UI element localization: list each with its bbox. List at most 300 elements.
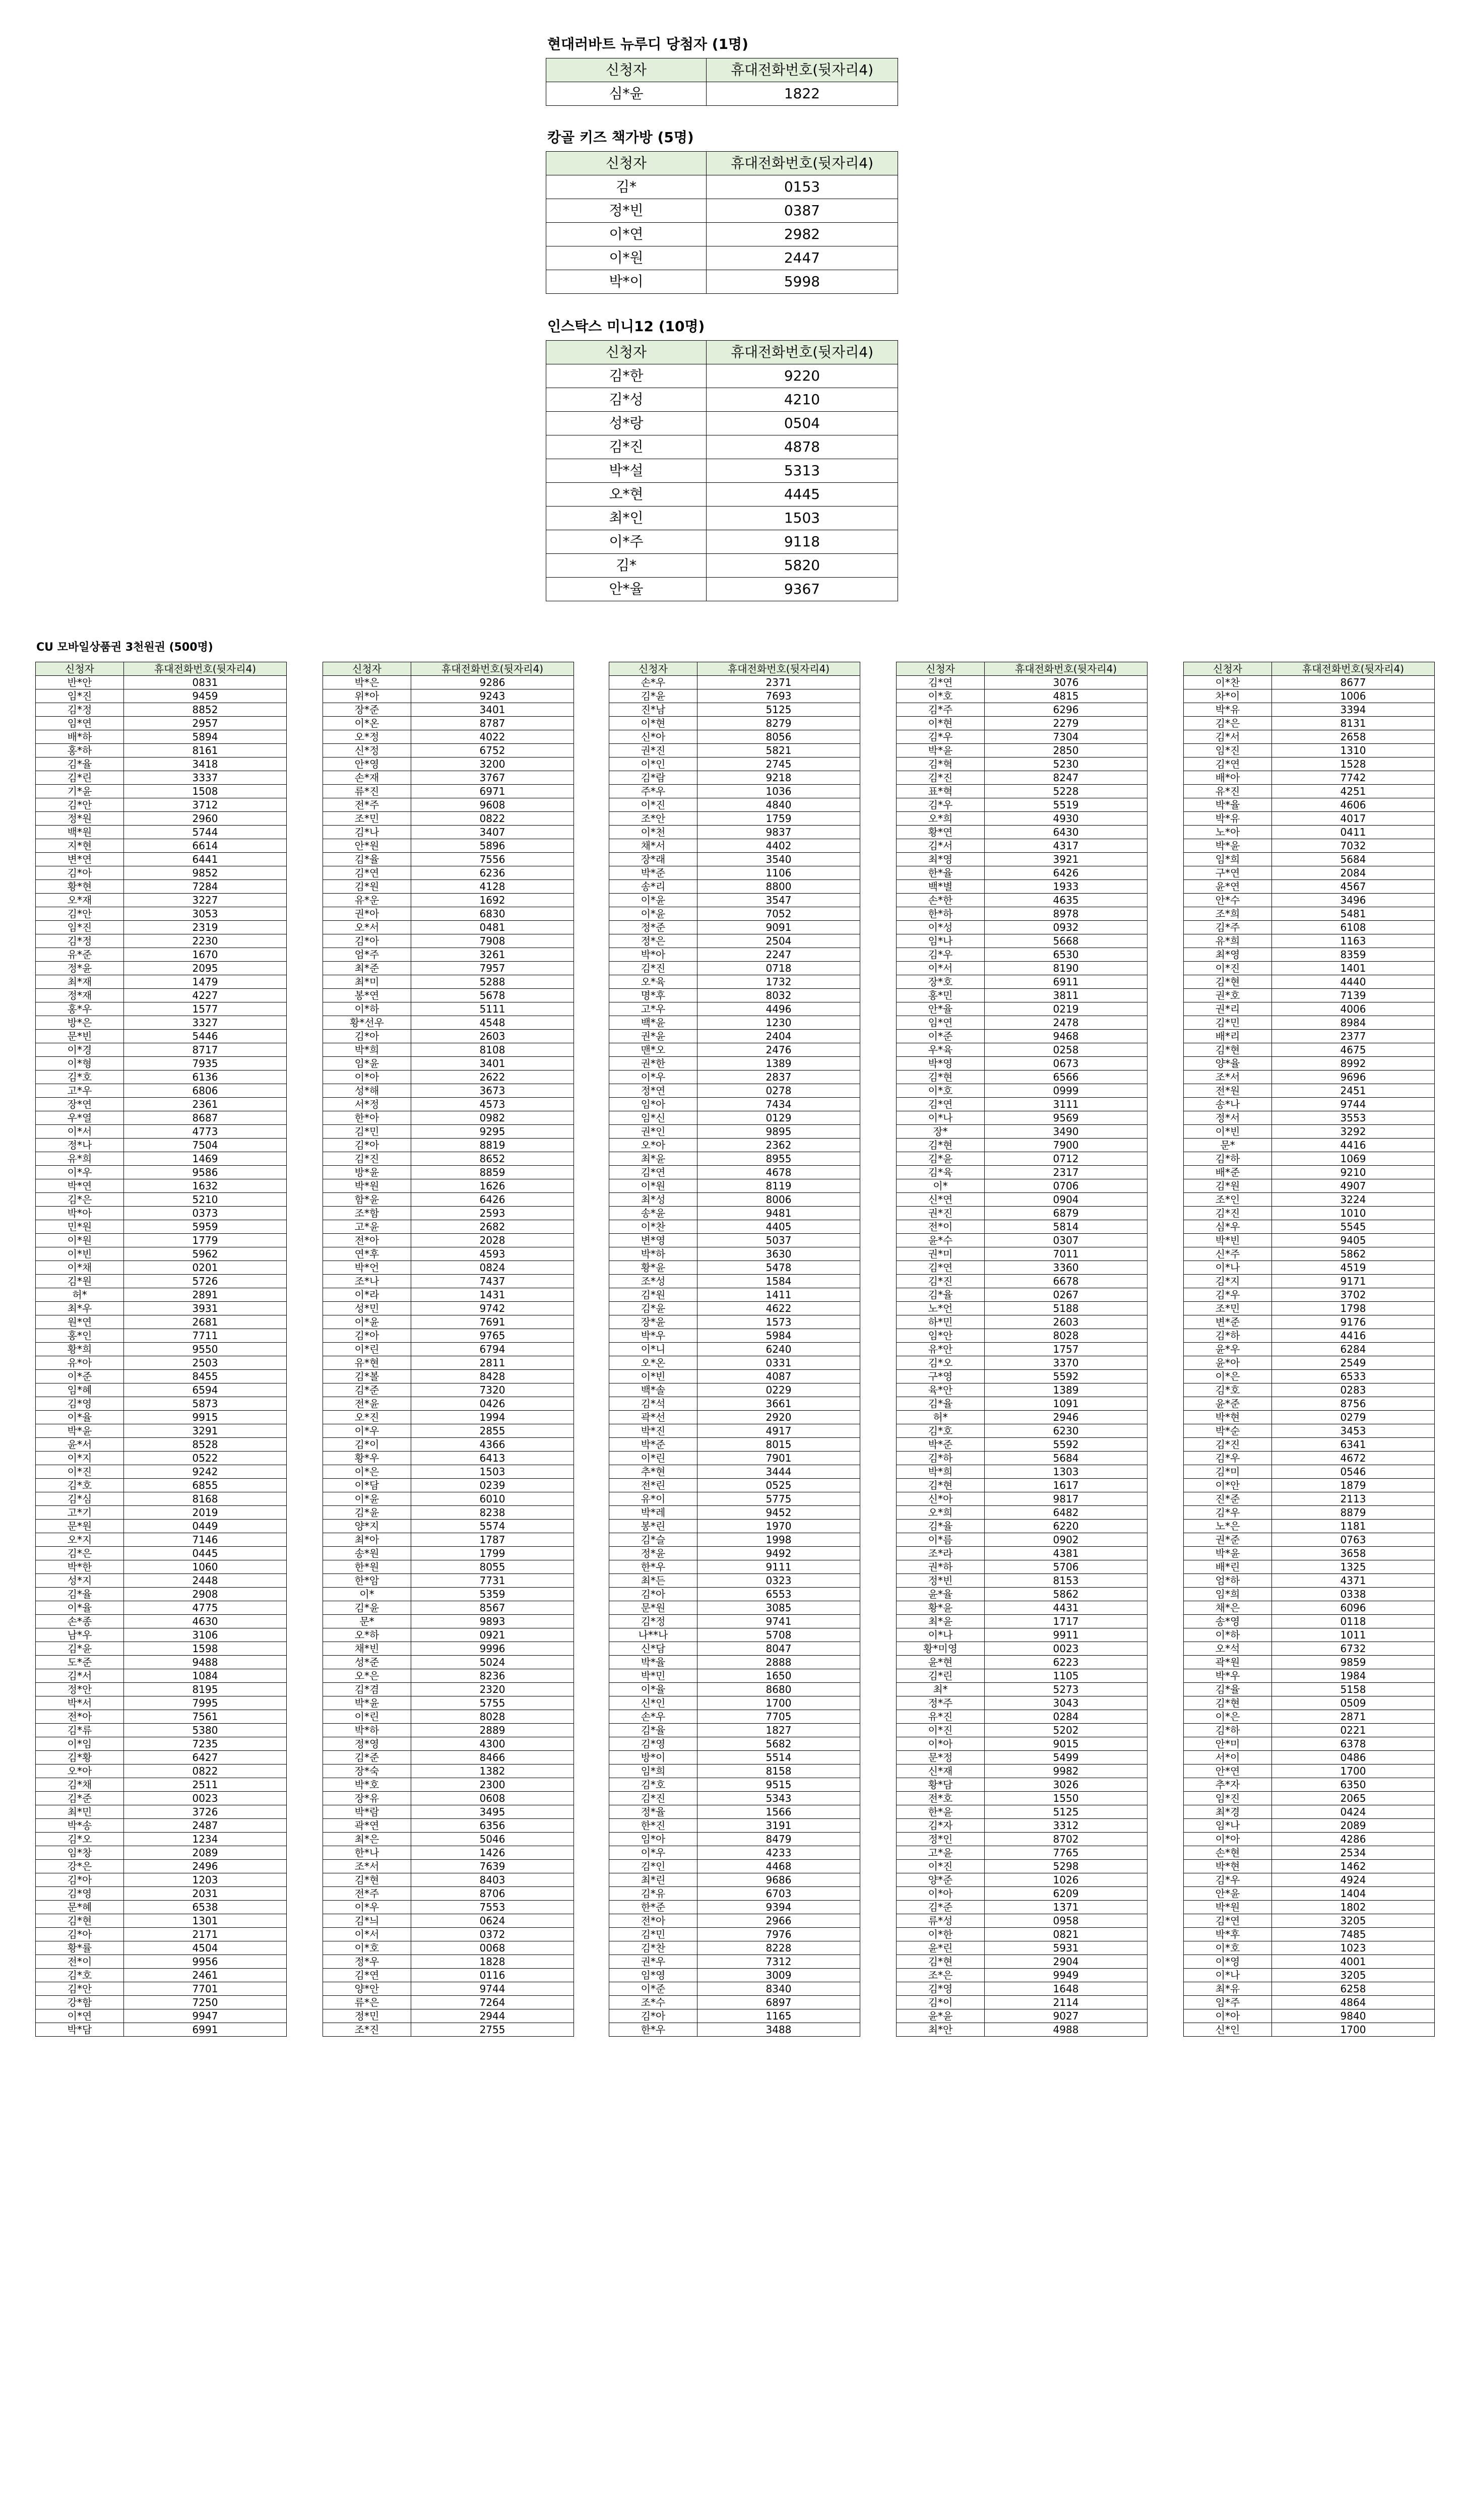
phone-last4: 3111	[985, 1098, 1148, 1111]
phone-last4: 1994	[411, 1411, 574, 1424]
phone-last4: 0712	[985, 1152, 1148, 1166]
phone-last4: 5046	[411, 1833, 574, 1846]
col-header-phone: 휴대전화번호(뒷자리4)	[707, 152, 898, 175]
applicant-name: 봉*린	[609, 1520, 697, 1533]
applicant-name: 김*준	[323, 1383, 411, 1397]
phone-last4: 8466	[411, 1751, 574, 1765]
applicant-name: 한*우	[609, 1560, 697, 1574]
applicant-name: 정*율	[609, 1805, 697, 1819]
table-row	[546, 459, 898, 483]
phone-last4: 7032	[1272, 839, 1435, 853]
phone-last4: 2504	[697, 934, 860, 948]
phone-last4: 3673	[411, 1084, 574, 1098]
table-row	[323, 1166, 574, 1179]
table-row	[36, 1873, 287, 1887]
table-row	[36, 1329, 287, 1343]
applicant-name: 문*정	[897, 1751, 985, 1765]
table-row	[609, 1084, 860, 1098]
table-row	[36, 1846, 287, 1860]
phone-last4: 5592	[985, 1370, 1148, 1383]
phone-last4: 1802	[1272, 1901, 1435, 1914]
phone-last4: 6897	[697, 1996, 860, 2009]
table-row	[609, 1438, 860, 1452]
phone-last4: 3191	[697, 1819, 860, 1833]
phone-last4: 5545	[1272, 1220, 1435, 1234]
table-row	[897, 771, 1148, 785]
table-row	[1184, 1792, 1435, 1805]
phone-last4: 7691	[411, 1315, 574, 1329]
phone-last4: 4210	[707, 388, 898, 412]
table-row	[609, 1506, 860, 1520]
table-row	[897, 1111, 1148, 1125]
table-row	[36, 676, 287, 689]
table-row	[609, 1247, 860, 1261]
phone-last4: 5481	[1272, 907, 1435, 921]
applicant-name: 전*아	[609, 1914, 697, 1928]
phone-last4: 0387	[707, 199, 898, 223]
applicant-name: 이*현	[897, 717, 985, 730]
table-row	[323, 1383, 574, 1397]
phone-last4: 1084	[124, 1669, 287, 1683]
table-row	[609, 1329, 860, 1343]
applicant-name: 박*후	[1184, 1928, 1272, 1941]
applicant-name: 윤*준	[1184, 1397, 1272, 1411]
table-row	[36, 1275, 287, 1288]
applicant-name: 이*하	[1184, 1628, 1272, 1642]
phone-last4: 9686	[697, 1873, 860, 1887]
applicant-name: 박*설	[546, 459, 707, 483]
phone-last4: 2362	[697, 1139, 860, 1152]
applicant-name: 정*빈	[546, 199, 707, 223]
table-row	[1184, 962, 1435, 975]
table-row	[609, 1030, 860, 1043]
applicant-name: 임*나	[897, 934, 985, 948]
applicant-name: 김*서	[36, 1669, 124, 1683]
table-row	[323, 1397, 574, 1411]
applicant-name: 이*아	[323, 1070, 411, 1084]
phone-last4: 6413	[411, 1452, 574, 1465]
table-row	[36, 880, 287, 894]
applicant-name: 이*	[897, 1179, 985, 1193]
phone-last4: 2404	[697, 1030, 860, 1043]
phone-last4: 4678	[697, 1166, 860, 1179]
phone-last4: 6209	[985, 1887, 1148, 1901]
header-row	[36, 662, 287, 676]
phone-last4: 9895	[697, 1125, 860, 1139]
applicant-name: 엄*하	[1184, 1574, 1272, 1588]
phone-last4: 2891	[124, 1288, 287, 1302]
phone-last4: 5862	[985, 1588, 1148, 1601]
phone-last4: 2247	[697, 948, 860, 962]
applicant-name: 정*은	[609, 934, 697, 948]
phone-last4: 8687	[124, 1111, 287, 1125]
table-row	[897, 689, 1148, 703]
applicant-name: 허*	[897, 1411, 985, 1424]
applicant-name: 김*현	[897, 1070, 985, 1084]
applicant-name: 고*윤	[897, 1846, 985, 1860]
applicant-name: 김*연	[323, 1969, 411, 1982]
applicant-name: 박*유	[1184, 812, 1272, 826]
table-row	[897, 1560, 1148, 1574]
table-row	[36, 1642, 287, 1656]
phone-last4: 6830	[411, 907, 574, 921]
table-row	[323, 812, 574, 826]
applicant-name: 황*현	[36, 880, 124, 894]
phone-last4: 4496	[697, 1002, 860, 1016]
applicant-name: 조*안	[609, 812, 697, 826]
phone-last4: 7235	[124, 1737, 287, 1751]
phone-last4: 5514	[697, 1751, 860, 1765]
phone-last4: 5446	[124, 1030, 287, 1043]
phone-last4: 4504	[124, 1941, 287, 1955]
table-row	[1184, 1166, 1435, 1179]
table-row	[897, 1397, 1148, 1411]
table-row	[897, 1152, 1148, 1166]
table-row	[609, 1601, 860, 1615]
phone-last4: 3658	[1272, 1547, 1435, 1560]
phone-last4: 2888	[697, 1656, 860, 1669]
applicant-name: 변*연	[36, 853, 124, 866]
applicant-name: 윤*윤	[897, 2009, 985, 2023]
applicant-name: 송*리	[609, 880, 697, 894]
applicant-name: 김*연	[897, 1098, 985, 1111]
table-row	[323, 1098, 574, 1111]
applicant-name: 김*연	[323, 866, 411, 880]
applicant-name: 최*든	[609, 1574, 697, 1588]
applicant-name: 백*원	[36, 826, 124, 839]
table-row	[609, 1370, 860, 1383]
table-row	[36, 1070, 287, 1084]
applicant-name: 임*창	[36, 1846, 124, 1860]
applicant-name: 함*윤	[323, 1193, 411, 1207]
phone-last4: 1234	[124, 1833, 287, 1846]
applicant-name: 손*종	[36, 1615, 124, 1628]
phone-last4: 6430	[985, 826, 1148, 839]
applicant-name: 임*희	[609, 1765, 697, 1778]
table-row	[1184, 676, 1435, 689]
phone-last4: 3661	[697, 1397, 860, 1411]
table-row	[1184, 1520, 1435, 1533]
table-row	[1184, 1329, 1435, 1343]
phone-last4: 1411	[697, 1288, 860, 1302]
applicant-name: 김*윤	[897, 1152, 985, 1166]
table-row	[323, 1438, 574, 1452]
applicant-name: 조*민	[1184, 1302, 1272, 1315]
phone-last4: 3394	[1272, 703, 1435, 717]
table-row	[36, 1492, 287, 1506]
applicant-name: 이*채	[36, 1261, 124, 1275]
applicant-name: 김*진	[323, 1152, 411, 1166]
table-row	[323, 1819, 574, 1833]
applicant-name: 조*라	[897, 1547, 985, 1560]
applicant-name: 김*아	[323, 934, 411, 948]
table-row	[609, 1996, 860, 2009]
phone-last4: 0821	[985, 1928, 1148, 1941]
section-1-table	[546, 58, 898, 106]
applicant-name: 김*호	[609, 1778, 697, 1792]
applicant-name: 봉*연	[323, 989, 411, 1002]
phone-last4: 4300	[411, 1737, 574, 1751]
table-row	[323, 1860, 574, 1873]
table-row	[897, 1370, 1148, 1383]
phone-last4: 1036	[697, 785, 860, 798]
table-row	[1184, 1247, 1435, 1261]
table-row	[897, 1805, 1148, 1819]
applicant-name: 이*우	[36, 1166, 124, 1179]
applicant-name: 손*우	[609, 1710, 697, 1724]
table-row	[1184, 1302, 1435, 1315]
table-row	[609, 1302, 860, 1315]
phone-last4: 6010	[411, 1492, 574, 1506]
table-row	[897, 1873, 1148, 1887]
phone-last4: 2451	[1272, 1084, 1435, 1098]
table-row	[36, 1656, 287, 1669]
applicant-name: 이*린	[323, 1710, 411, 1724]
table-row	[323, 703, 574, 717]
phone-last4: 5726	[124, 1275, 287, 1288]
applicant-name: 한*진	[609, 1819, 697, 1833]
phone-last4: 6614	[124, 839, 287, 853]
phone-last4: 6971	[411, 785, 574, 798]
table-row	[1184, 1179, 1435, 1193]
table-row	[323, 962, 574, 975]
phone-last4: 3931	[124, 1302, 287, 1315]
phone-last4: 5744	[124, 826, 287, 839]
phone-last4: 8756	[1272, 1397, 1435, 1411]
table-row	[1184, 1860, 1435, 1873]
phone-last4: 4405	[697, 1220, 860, 1234]
table-row	[36, 1438, 287, 1452]
applicant-name: 박*하	[323, 1724, 411, 1737]
phone-last4: 1617	[985, 1479, 1148, 1492]
phone-last4: 9176	[1272, 1315, 1435, 1329]
phone-last4: 0239	[411, 1479, 574, 1492]
phone-last4: 3401	[411, 703, 574, 717]
table-row	[897, 2009, 1148, 2023]
table-row	[1184, 839, 1435, 853]
phone-last4: 2960	[124, 812, 287, 826]
table-row	[323, 1492, 574, 1506]
phone-last4: 0023	[985, 1642, 1148, 1656]
table-row	[323, 1411, 574, 1424]
applicant-name: 이*율	[36, 1411, 124, 1424]
applicant-name: 양*지	[323, 1520, 411, 1533]
applicant-name: 박*율	[609, 1656, 697, 1669]
applicant-name: 박*우	[609, 1329, 697, 1343]
table-row	[36, 1914, 287, 1928]
phone-last4: 3106	[124, 1628, 287, 1642]
applicant-name: 강*은	[36, 1860, 124, 1873]
phone-last4: 3921	[985, 853, 1148, 866]
applicant-name: 이*준	[609, 1982, 697, 1996]
table-row	[1184, 1982, 1435, 1996]
applicant-name: 박*원	[323, 1179, 411, 1193]
applicant-name: 이*름	[897, 1533, 985, 1547]
applicant-name: 맨*오	[609, 1043, 697, 1057]
table-row	[897, 989, 1148, 1002]
phone-last4: 1069	[1272, 1152, 1435, 1166]
phone-last4: 1026	[985, 1873, 1148, 1887]
table-row	[897, 1383, 1148, 1397]
phone-last4: 8032	[697, 989, 860, 1002]
table-row	[897, 1792, 1148, 1805]
applicant-name: 정*원	[36, 812, 124, 826]
phone-last4: 6426	[985, 866, 1148, 880]
applicant-name: 김*진	[897, 1275, 985, 1288]
table-row	[323, 1846, 574, 1860]
applicant-name: 손*우	[609, 676, 697, 689]
table-row	[897, 1778, 1148, 1792]
phone-last4: 9569	[985, 1111, 1148, 1125]
table-row	[36, 1765, 287, 1778]
table-row	[897, 1642, 1148, 1656]
applicant-name: 박*윤	[1184, 1547, 1272, 1560]
applicant-name: 유*희	[1184, 934, 1272, 948]
table-row	[1184, 1737, 1435, 1751]
phone-last4: 6530	[985, 948, 1148, 962]
phone-last4: 8955	[697, 1152, 860, 1166]
table-row	[897, 1860, 1148, 1873]
applicant-name: 황*희	[36, 1343, 124, 1356]
applicant-name: 이*율	[36, 1601, 124, 1615]
table-row	[897, 1424, 1148, 1438]
applicant-name: 김*윤	[609, 1302, 697, 1315]
table-row	[323, 1873, 574, 1887]
applicant-name: 김*준	[897, 1901, 985, 1914]
phone-last4: 1670	[124, 948, 287, 962]
phone-last4: 2447	[707, 246, 898, 270]
phone-last4: 7284	[124, 880, 287, 894]
table-row	[609, 1002, 860, 1016]
phone-last4: 1106	[697, 866, 860, 880]
phone-last4: 6136	[124, 1070, 287, 1084]
applicant-name: 전*이	[897, 1220, 985, 1234]
phone-last4: 4635	[985, 894, 1148, 907]
phone-last4: 4864	[1272, 1996, 1435, 2009]
phone-last4: 2855	[411, 1424, 574, 1438]
applicant-name: 백*별	[897, 880, 985, 894]
phone-last4: 3712	[124, 798, 287, 812]
table-row	[609, 1765, 860, 1778]
phone-last4: 9696	[1272, 1070, 1435, 1084]
applicant-name: 윤*우	[1184, 1343, 1272, 1356]
phone-last4: 2966	[697, 1914, 860, 1928]
phone-last4: 0509	[1272, 1696, 1435, 1710]
applicant-name: 임*나	[1184, 1819, 1272, 1833]
phone-last4: 5380	[124, 1724, 287, 1737]
applicant-name: 권*리	[1184, 1002, 1272, 1016]
table-row	[609, 1098, 860, 1111]
phone-last4: 3360	[985, 1261, 1148, 1275]
applicant-name: 최*윤	[897, 1615, 985, 1628]
table-row	[36, 1601, 287, 1615]
phone-last4: 0284	[985, 1710, 1148, 1724]
applicant-name: 임*진	[36, 689, 124, 703]
table-row	[609, 1220, 860, 1234]
phone-last4: 2478	[985, 1016, 1148, 1030]
col-header-phone: 휴대전화번호(뒷자리4)	[1272, 662, 1435, 676]
table-row	[897, 1479, 1148, 1492]
table-row	[609, 1710, 860, 1724]
phone-last4: 6220	[985, 1520, 1148, 1533]
phone-last4: 0999	[985, 1084, 1148, 1098]
phone-last4: 1303	[985, 1465, 1148, 1479]
table-row	[897, 1955, 1148, 1969]
applicant-name: 김*은	[36, 1547, 124, 1560]
table-row	[1184, 1588, 1435, 1601]
applicant-name: 곽*선	[609, 1411, 697, 1424]
table-row	[897, 1438, 1148, 1452]
table-row	[1184, 1397, 1435, 1411]
phone-last4: 4573	[411, 1098, 574, 1111]
phone-last4: 8158	[697, 1765, 860, 1778]
table-row	[897, 934, 1148, 948]
phone-last4: 5775	[697, 1492, 860, 1506]
table-row	[897, 1356, 1148, 1370]
applicant-name: 홍*인	[36, 1329, 124, 1343]
applicant-name: 김*아	[323, 1030, 411, 1043]
table-row	[897, 1030, 1148, 1043]
table-row	[897, 962, 1148, 975]
applicant-name: 류*진	[323, 785, 411, 798]
phone-last4: 0831	[124, 676, 287, 689]
table-row	[36, 1533, 287, 1547]
table-row	[1184, 1805, 1435, 1819]
phone-last4: 2095	[124, 962, 287, 975]
table-row	[323, 1343, 574, 1356]
phone-last4: 9405	[1272, 1234, 1435, 1247]
applicant-name: 임*희	[1184, 853, 1272, 866]
applicant-name: 김*연	[609, 1166, 697, 1179]
applicant-name: 윤*린	[897, 1941, 985, 1955]
table-row	[1184, 1261, 1435, 1275]
table-row	[609, 717, 860, 730]
phone-last4: 6296	[985, 703, 1148, 717]
table-row	[323, 1070, 574, 1084]
phone-last4: 3401	[411, 1057, 574, 1070]
table-row	[897, 866, 1148, 880]
phone-last4: 7312	[697, 1955, 860, 1969]
applicant-name: 박*아	[609, 948, 697, 962]
col-header-applicant: 신청자	[323, 662, 411, 676]
applicant-name: 김*겸	[323, 1683, 411, 1696]
phone-last4: 1632	[124, 1179, 287, 1193]
phone-last4: 8131	[1272, 717, 1435, 730]
applicant-name: 황*담	[897, 1778, 985, 1792]
phone-last4: 5682	[697, 1737, 860, 1751]
table-row	[609, 1792, 860, 1805]
applicant-name: 김*현	[897, 1955, 985, 1969]
phone-last4: 8403	[411, 1873, 574, 1887]
table-row	[897, 1343, 1148, 1356]
table-row	[609, 1343, 860, 1356]
phone-last4: 6566	[985, 1070, 1148, 1084]
phone-last4: 1091	[985, 1397, 1148, 1411]
table-row	[36, 1288, 287, 1302]
table-row	[36, 1506, 287, 1520]
table-row	[323, 1574, 574, 1588]
phone-last4: 3327	[124, 1016, 287, 1030]
phone-last4: 2065	[1272, 1792, 1435, 1805]
table-row	[1184, 1438, 1435, 1452]
applicant-name: 이*서	[897, 962, 985, 975]
phone-last4: 8228	[697, 1941, 860, 1955]
applicant-name: 이*라	[323, 1288, 411, 1302]
applicant-name: 유*이	[609, 1492, 697, 1506]
applicant-name: 김*아	[36, 866, 124, 880]
applicant-name: 박*한	[36, 1560, 124, 1574]
applicant-name: 장*윤	[609, 1315, 697, 1329]
